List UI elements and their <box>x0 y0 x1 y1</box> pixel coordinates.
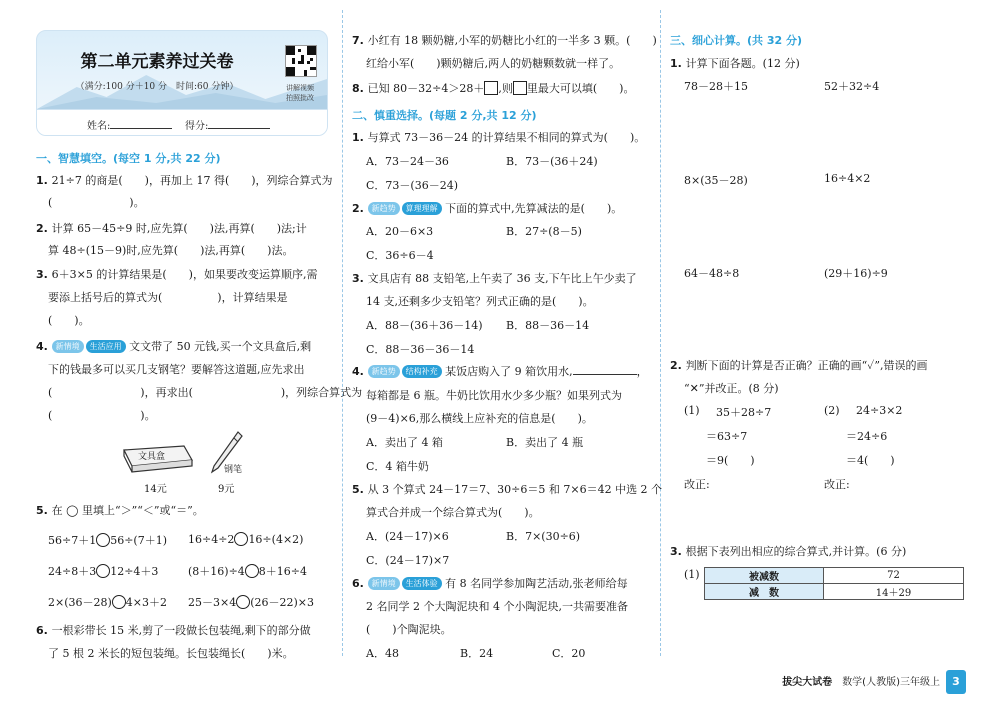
option-b[interactable]: B．73－(36＋24) <box>506 155 598 168</box>
calc-2-line2: “✕”并改正。(8 分) <box>684 382 779 395</box>
page-title: 第二单元素养过关卷 <box>80 52 234 72</box>
judge-line: ＝63÷7 <box>706 430 748 443</box>
expression: (29＋16)÷9 <box>824 267 888 280</box>
answer-circle[interactable] <box>245 564 259 578</box>
option-a[interactable]: A．73－24－36 <box>366 155 449 168</box>
question-4: 4. 新情境 生活应用 文文带了 50 元钱,买一个文具盒后,剩 <box>36 340 312 353</box>
judge-line: 35＋28÷7 <box>716 406 772 419</box>
expression: 52＋32÷4 <box>824 80 880 93</box>
option-c[interactable]: C．4 箱牛奶 <box>366 460 429 473</box>
score-label: 得分: <box>185 121 209 132</box>
question-8: 8. 已知 80－32÷4＞28＋ ,则 里最大可以填( )。 <box>352 82 635 95</box>
expression: 8×(35－28) <box>684 174 748 187</box>
question-6-line2: 了 5 根 2 米长的短包装绳。长包装绳长( )米。 <box>48 647 294 660</box>
judge-label-1: (1) <box>684 404 700 417</box>
table-row <box>705 568 964 584</box>
compare-row-3: 2×(36－28) 4×3＋2 <box>48 596 168 609</box>
exam-header <box>36 30 328 136</box>
option-c[interactable]: C．20 <box>552 647 586 660</box>
choice-4-line3: (9－4)×6,那么横线上应补充的信息是( )。 <box>366 412 593 425</box>
option-b[interactable]: B．27÷(8－5) <box>506 225 582 238</box>
correction-label: 改正: <box>684 478 710 491</box>
question-6: 6. 一根彩带长 15 米,剪了一段做长包装绳,剩下的部分做 <box>36 624 311 637</box>
exam-info: （满分:100 分＋10 分 时间:60 分钟） <box>75 82 239 92</box>
option-b[interactable]: B．24 <box>460 647 494 660</box>
compare-row-1: 56÷7＋1 56÷(7＋1) <box>48 534 168 547</box>
page-number: 3 <box>946 670 966 694</box>
answer-circle[interactable] <box>96 533 110 547</box>
choice-4: 4. 新趋势 结构补充 某饭店购入了 9 箱饮用水, ， <box>352 365 648 378</box>
pencil-box-price: 14元 <box>144 484 167 495</box>
choice-3: 3. 文具店有 88 支铅笔,上午卖了 36 支,下午比上午少卖了 <box>352 272 637 285</box>
footer-brand: 拔尖大试卷 数学(人教版)三年级上 <box>782 677 940 688</box>
question-5: 5. 在 ◯ 里填上“＞”“＜”或“＝”。 <box>36 504 204 517</box>
option-b[interactable]: B．88－36－14 <box>506 319 590 332</box>
question-4-line2: 下的钱最多可以买几支钢笔？要解答这道题,应先求出 <box>48 363 305 376</box>
correction-label: 改正: <box>824 478 850 491</box>
judge-label-2: (2) <box>824 404 840 417</box>
question-3-line3: ( )。 <box>48 314 90 327</box>
compare-row-1b: 16÷4÷2 16÷(4×2) <box>188 533 304 546</box>
option-a[interactable]: A．卖出了 4 箱 <box>366 436 443 449</box>
answer-circle[interactable] <box>96 564 110 578</box>
option-a[interactable]: A．48 <box>366 647 399 660</box>
option-a[interactable]: A．(24－17)×6 <box>366 530 449 543</box>
judge-line: ＝4( ) <box>846 454 895 467</box>
score-field[interactable] <box>208 119 270 129</box>
question-3-line2: 要添上括号后的算式为( )，计算结果是 <box>48 291 288 304</box>
expression: 64－48÷8 <box>684 267 740 280</box>
column-divider <box>342 10 343 656</box>
expression: 16÷4×2 <box>824 172 871 185</box>
answer-square[interactable] <box>513 81 527 95</box>
option-c[interactable]: C．73－(36－24) <box>366 179 458 192</box>
choice-4-line2: 每箱都是 6 瓶。牛奶比饮用水少多少瓶？如果列式为 <box>366 389 622 402</box>
compare-row-3b: 25－3×4 (26－22)×3 <box>188 596 315 609</box>
choice-6-line2: 2 名同学 2 个大陶泥块和 4 个小陶泥块,一共需要准备 <box>366 600 628 613</box>
question-4-line3: ( )，再求出( )，列综合算式为 <box>48 386 363 399</box>
question-7: 7. 小红有 18 颗奶糖,小军的奶糖比小红的一半多 3 颗。( ) <box>352 34 657 47</box>
table-header: 减 数 <box>705 584 824 600</box>
name-label: 姓名: <box>87 121 111 132</box>
question-3: 3. 6＋3×5 的计算结果是( )，如果要改变运算顺序,需 <box>36 268 318 281</box>
option-c[interactable]: C．36÷6－4 <box>366 249 434 262</box>
expression: 78－28＋15 <box>684 80 748 93</box>
answer-circle[interactable] <box>112 595 126 609</box>
option-a[interactable]: A．20－6×3 <box>366 225 434 238</box>
question-1-line2: ( )。 <box>48 196 145 209</box>
question-1: 1. 21÷7 的商是( )，再加上 17 得( )，列综合算式为 <box>36 174 333 187</box>
section-heading: 一、智慧填空。(每空 1 分,共 22 分) <box>36 152 221 165</box>
section-heading: 三、细心计算。(共 32 分) <box>670 34 803 47</box>
data-table <box>704 567 964 600</box>
table-header: 被减数 <box>705 568 824 584</box>
table-cell: 72 <box>824 568 964 584</box>
answer-square[interactable] <box>484 81 498 95</box>
answer-circle[interactable] <box>234 532 248 546</box>
question-4-line4: ( )。 <box>48 409 156 422</box>
pen-label: 钢笔 <box>224 465 243 475</box>
column-divider <box>660 10 661 656</box>
qr-caption: 讲解视频 拍照批改 <box>286 84 314 102</box>
calc-1: 1. 计算下面各题。(12 分) <box>670 57 800 70</box>
option-c[interactable]: C．88－36－36－14 <box>366 343 475 356</box>
name-field[interactable] <box>110 119 172 129</box>
choice-1: 1. 与算式 73－36－24 的计算结果不相同的算式为( )。 <box>352 131 646 144</box>
table-label: (1) <box>684 568 700 581</box>
pencil-box-label: 文具盒 <box>138 452 166 462</box>
choice-3-line2: 14 支,还剩多少支铅笔？列式正确的是( )。 <box>366 295 594 308</box>
choice-5: 5. 从 3 个算式 24－17＝7、30÷6＝5 和 7×6＝42 中选 2 个 <box>352 483 663 496</box>
choice-6-line3: ( )个陶泥块。 <box>366 623 452 636</box>
calc-2: 2. 判断下面的计算是否正确？正确的画“✓”,错误的画 <box>670 359 928 372</box>
question-2: 2. 计算 65－45÷9 时,应先算( )法,再算( )法;计 <box>36 222 307 235</box>
compare-row-2b: (8＋16)÷4 8＋16÷4 <box>188 565 308 578</box>
table-cell: 14＋29 <box>824 584 964 600</box>
option-a[interactable]: A．88－(36＋36－14) <box>366 319 483 332</box>
pen-price: 9元 <box>218 484 235 495</box>
judge-line: 24÷3×2 <box>856 404 903 417</box>
option-b[interactable]: B．7×(30÷6) <box>506 530 581 543</box>
question-2-line2: 算 48÷(15－9)时,应先算( )法,再算( )法。 <box>48 244 294 257</box>
answer-circle[interactable] <box>236 595 250 609</box>
choice-5-line2: 算式合并成一个综合算式为( )。 <box>366 506 540 519</box>
option-c[interactable]: C．(24－17)×7 <box>366 554 450 567</box>
judge-line: ＝24÷6 <box>846 430 888 443</box>
table-row <box>705 584 964 600</box>
section-heading: 二、慎重选择。(每题 2 分,共 12 分) <box>352 109 537 122</box>
name-score-bar <box>37 109 327 135</box>
calc-3: 3. 根据下表列出相应的综合算式,并计算。(6 分) <box>670 545 907 558</box>
question-7-line2: 红给小军( )颗奶糖后,两人的奶糖颗数就一样了。 <box>366 57 621 70</box>
choice-6: 6. 新情境 生活体验 有 8 名同学参加陶艺活动,张老师给每 <box>352 577 628 590</box>
qr-code-icon[interactable] <box>285 45 317 77</box>
blank-line[interactable] <box>573 365 637 375</box>
compare-row-2: 24÷8＋3 12÷4＋3 <box>48 565 159 578</box>
judge-line: ＝9( ) <box>706 454 755 467</box>
choice-2: 2. 新趋势 算理理解 下面的算式中,先算减法的是( )。 <box>352 202 623 215</box>
option-b[interactable]: B．卖出了 4 瓶 <box>506 436 584 449</box>
